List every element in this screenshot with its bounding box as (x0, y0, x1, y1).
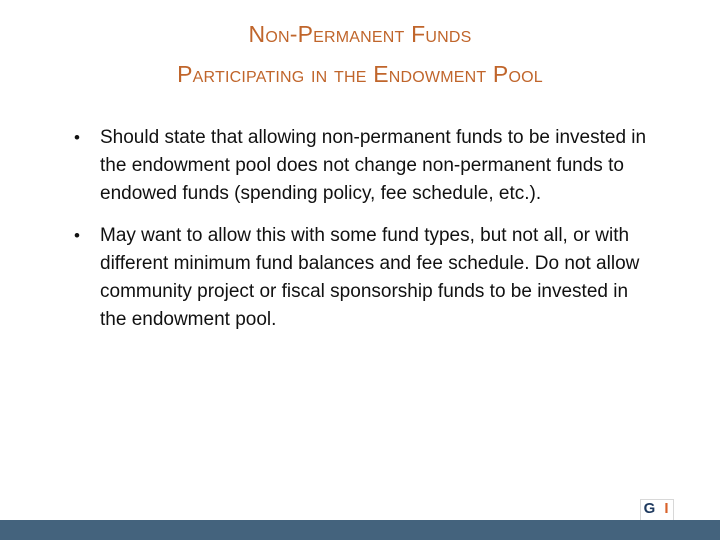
logo-letter-i: I (664, 500, 669, 517)
footer-bar (0, 520, 720, 540)
bullet-marker: • (74, 226, 80, 245)
title-line-1: Non-Permanent Funds (248, 21, 472, 47)
bullet-list (74, 124, 654, 348)
bullet-item (74, 124, 654, 208)
logo-letter-g: G (643, 500, 656, 517)
title-line-2: Participating in the Endowment Pool (177, 61, 543, 87)
bullet-marker: • (74, 128, 80, 147)
bullet-text: Should state that allowing non-permanent funds to be invested in the endowment pool does not change non-permanent funds to endowed funds (spending policy, fee schedule, etc.). (100, 127, 647, 204)
slide-title (0, 14, 720, 94)
bullet-item (74, 222, 654, 334)
bullet-text: May want to allow this with some fund types, but not all, or with different minimum fund balances and fee schedule. Do not allow community project or fiscal sponsorship funds to be invested in the endowment pool. (100, 225, 640, 330)
